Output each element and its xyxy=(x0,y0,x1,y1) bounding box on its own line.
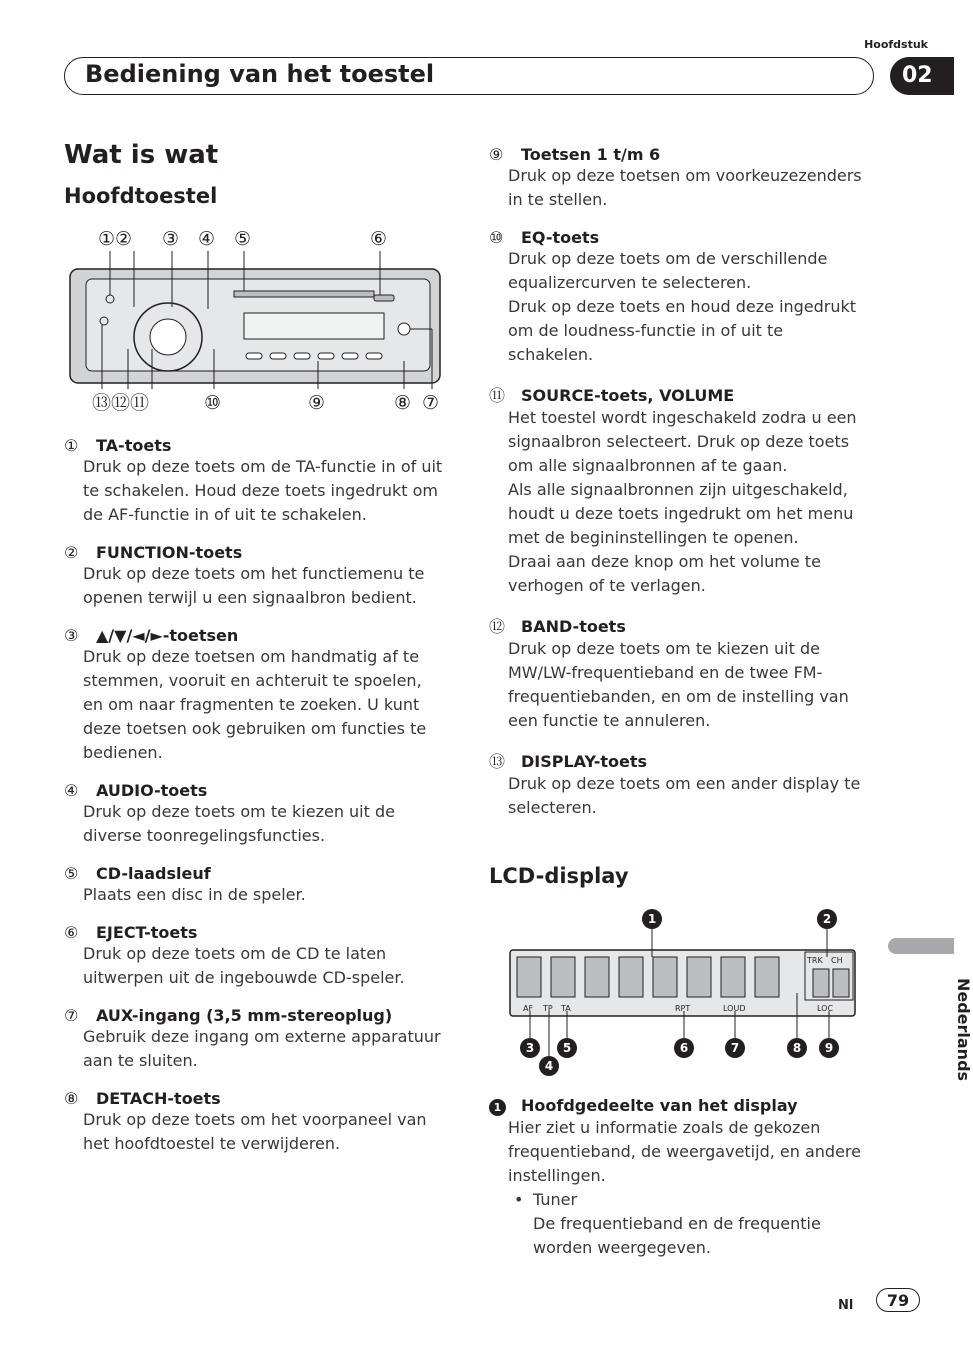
trk-indicator: TRK xyxy=(807,956,823,965)
eject-button xyxy=(374,295,394,301)
tp-indicator: TP xyxy=(543,1004,553,1013)
display-window xyxy=(244,313,384,339)
diagram-label-4: ④ xyxy=(198,228,216,250)
main-unit-title: Hoofdtoestel xyxy=(64,184,218,208)
diagram-label-9: ⑨ xyxy=(308,392,326,414)
list-item: ⑫ BAND-toets Druk op deze toets om te kiezen uit de MW/LW-frequentieband en de twee FM-frequentiebanden, en om de instelling van een functie te annuleren. xyxy=(489,617,849,730)
list-item: ⑦ AUX-ingang (3,5 mm-stereoplug) Gebruik deze ingang om externe apparatuur aan te sluiten. xyxy=(64,1006,441,1070)
svg-text:4: 4 xyxy=(544,1059,554,1073)
svg-text:3: 3 xyxy=(525,1041,535,1055)
chapter-number-badge: 02 xyxy=(890,57,954,95)
diagram-label-3: ③ xyxy=(162,228,180,250)
page-number: 79 xyxy=(876,1288,920,1312)
rpt-indicator: RPT xyxy=(675,1004,691,1013)
list-item: ⑩ EQ-toets Druk op deze toets om de verschillende equalizercurven te selecteren. Druk op deze toets en houd deze ingedrukt om de loudness-functie in of uit te schakelen. xyxy=(489,228,857,364)
diagram-label-10: ⑩ xyxy=(204,392,222,414)
diagram-label-13-12-11: ⑬⑫⑪ xyxy=(92,392,150,414)
main-unit-diagram xyxy=(64,225,454,420)
svg-text:7: 7 xyxy=(730,1041,740,1055)
ta-indicator: TA xyxy=(561,1004,571,1013)
left-item-list xyxy=(64,436,444,1172)
list-item: ③ ▲/▼/◄/►-toetsen Druk op deze toetsen om handmatig af te stemmen, vooruit en achteruit te spoelen, en om naar fragmenten te zoeken. U kunt deze toetsen ook gebruiken om functies te bedienen. xyxy=(64,626,427,762)
footer-language: Nl xyxy=(838,1298,854,1313)
lcd-display-title: LCD-display xyxy=(489,864,629,888)
lcd-item-1: 1 Hoofdgedeelte van het display Hier ziet u informatie zoals de gekozen frequentieband, de weergavetijd, en andere instellingen. • Tuner De frequentieband en de frequentie worden weergegeven. xyxy=(489,1096,869,1260)
list-item: ④ AUDIO-toets Druk op deze toets om te kiezen uit de diverse toonregelingsfuncties. xyxy=(64,781,395,845)
list-item: • Tuner xyxy=(508,1188,869,1212)
list-item: ⑨ Toetsen 1 t/m 6 Druk op deze toetsen om voorkeuzezenders in te stellen. xyxy=(489,145,862,209)
list-item: ⑪ SOURCE-toets, VOLUME Het toestel wordt ingeschakeld zodra u een signaalbron selecteert. Druk op deze toets om alle signaalbronnen af te gaan. Als alle signaalbronnen zijn uitgeschakeld, houdt u deze toets ingedrukt om het menu met de begininstellingen te openen. Draai aan deze knop om het volume te verhogen of te verlagen. xyxy=(489,386,857,595)
list-item: ⑤ CD-laadsleuf Plaats een disc in de speler. xyxy=(64,864,306,904)
lcd-display-diagram xyxy=(505,905,860,1080)
svg-text:6: 6 xyxy=(679,1041,689,1055)
header-title: Bediening van het toestel xyxy=(85,60,435,88)
svg-text:9: 9 xyxy=(824,1041,834,1055)
diagram-label-7: ⑦ xyxy=(422,392,440,414)
side-tab xyxy=(888,938,954,954)
diagram-label-5: ⑤ xyxy=(234,228,252,250)
cd-slot xyxy=(234,291,374,297)
side-tab-label: Nederlands xyxy=(954,977,973,1082)
ch-indicator: CH xyxy=(831,956,843,965)
loc-indicator: LOC xyxy=(817,1004,834,1013)
loud-indicator: LOUD xyxy=(723,1004,746,1013)
right-item-list xyxy=(489,145,869,836)
volume-knob xyxy=(150,319,186,355)
bullet-desc: De frequentieband en de frequentie worden weergegeven. xyxy=(533,1214,821,1257)
diagram-label-8: ⑧ xyxy=(394,392,412,414)
diagram-label-1-2: ①② xyxy=(98,228,133,250)
list-item: ⑥ EJECT-toets Druk op deze toets om de CD te laten uitwerpen uit de ingebouwde CD-speler. xyxy=(64,923,405,987)
svg-text:1: 1 xyxy=(647,912,657,926)
section-title: Wat is wat xyxy=(64,140,219,170)
svg-text:2: 2 xyxy=(822,912,832,926)
chapter-label: Hoofdstuk xyxy=(864,38,928,51)
svg-text:8: 8 xyxy=(792,1041,802,1055)
aux-jack xyxy=(398,323,410,335)
svg-text:5: 5 xyxy=(562,1041,572,1055)
list-item: ① TA-toets Druk op deze toets om de TA-functie in of uit te schakelen. Houd deze toets ingedrukt om de AF-functie in of uit te schakelen. xyxy=(64,436,443,524)
list-item: ⑧ DETACH-toets Druk op deze toets om het voorpaneel van het hoofdtoestel te verwijderen. xyxy=(64,1089,427,1153)
list-item: ⑬ DISPLAY-toets Druk op deze toets om een ander display te selecteren. xyxy=(489,752,861,817)
af-indicator: AF xyxy=(523,1004,534,1013)
diagram-label-6: ⑥ xyxy=(370,228,388,250)
list-item: ② FUNCTION-toets Druk op deze toets om het functiemenu te openen terwijl u een signaalbron bedient. xyxy=(64,543,425,607)
